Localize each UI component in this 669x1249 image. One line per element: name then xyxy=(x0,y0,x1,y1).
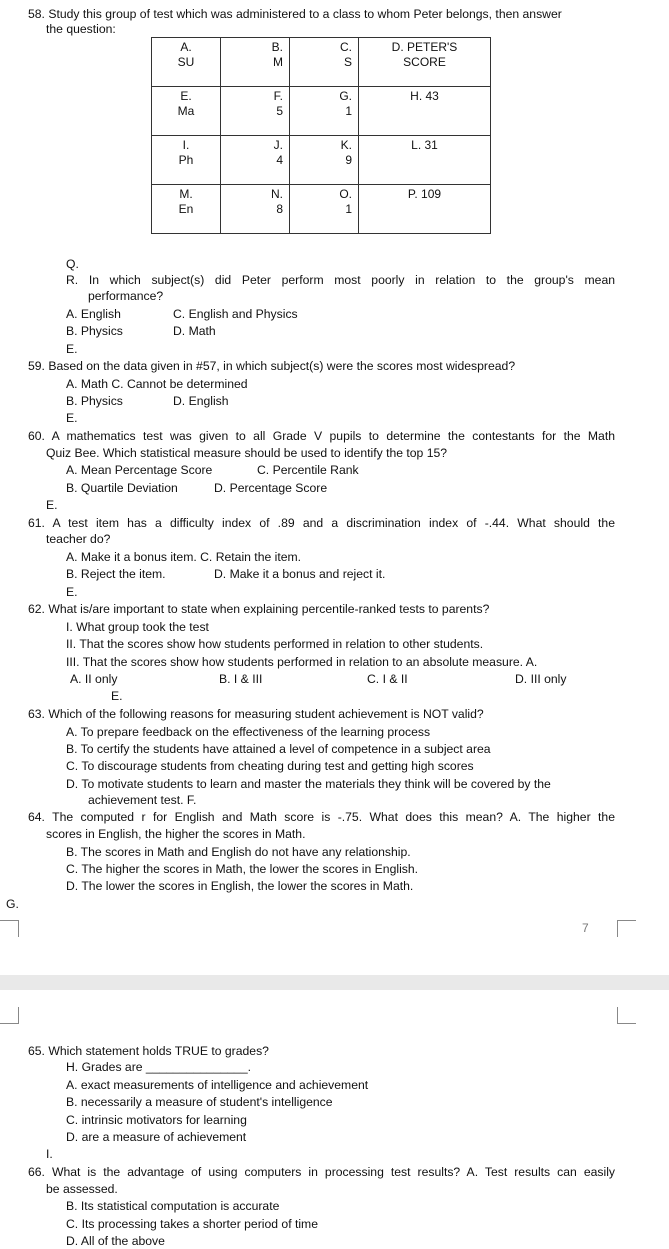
q60-line1: 60. A mathematics test was given to all Grade V pupils to determine the contestants for the Math xyxy=(28,429,615,443)
q62-option-b: B. I & III xyxy=(219,672,263,686)
q65-text: 65. Which statement holds TRUE to grades? xyxy=(28,1044,269,1058)
q58-option-e: E. xyxy=(66,342,78,356)
q61-option-e: E. xyxy=(66,585,78,599)
table-cell: E. Ma xyxy=(152,87,221,136)
q64-option-b: B. The scores in Math and English do not have any relationship. xyxy=(66,845,411,859)
q65-option-b: B. necessarily a measure of student's intelligence xyxy=(66,1095,333,1109)
table-cell: A. SU xyxy=(152,38,221,87)
table-cell: B. M xyxy=(221,38,290,87)
q63-option-a: A. To prepare feedback on the effectiveness of the learning process xyxy=(66,725,431,739)
q62-option-c: C. I & II xyxy=(367,672,408,686)
table-cell: G. 1 xyxy=(290,87,359,136)
q62-item-ii: II. That the scores show how students performed in relation to other students. xyxy=(66,637,484,651)
q65-option-c: C. intrinsic motivators for learning xyxy=(66,1113,247,1127)
q66-option-c: C. Its processing takes a shorter period of time xyxy=(66,1217,318,1231)
q59-text: 59. Based on the data given in #57, in which subject(s) were the scores most widespread? xyxy=(28,359,516,373)
q62-option-e: E. xyxy=(111,689,123,703)
q65-option-i: I. xyxy=(46,1147,53,1161)
table-cell: I. Ph xyxy=(152,136,221,185)
q62-option-d: D. III only xyxy=(515,672,567,686)
table-cell: L. 31 xyxy=(359,136,491,185)
q62-item-i: I. What group took the test xyxy=(66,620,209,634)
table-cell: J. 4 xyxy=(221,136,290,185)
crop-mark xyxy=(617,1007,636,1024)
q66-line2: be assessed. xyxy=(46,1182,118,1196)
q59-option-b: B. Physics xyxy=(66,394,123,408)
crop-mark xyxy=(0,1007,19,1024)
q60-option-e: E. xyxy=(46,498,58,512)
q58-r-line1: R. In which subject(s) did Peter perform most poorly in relation to the group's mean xyxy=(66,273,615,287)
q61-line1: 61. A test item has a difficulty index of .89 and a discrimination index of -.44. What should the xyxy=(28,516,615,530)
q60-option-a: A. Mean Percentage Score xyxy=(66,463,213,477)
table-row xyxy=(152,185,491,234)
table-cell: M. En xyxy=(152,185,221,234)
table-cell: F. 5 xyxy=(221,87,290,136)
q63-option-b: B. To certify the students have attained a level of competence in a subject area xyxy=(66,742,491,756)
crop-mark xyxy=(617,920,636,937)
q64-option-c: C. The higher the scores in Math, the lower the scores in English. xyxy=(66,862,419,876)
q58-line1: 58. Study this group of test which was administered to a class to whom Peter belongs, then answer xyxy=(28,7,562,21)
q64-line1: 64. The computed r for English and Math score is -.75. What does this mean? A. The higher the xyxy=(28,810,615,824)
table-cell: C. S xyxy=(290,38,359,87)
q60-option-b: B. Quartile Deviation xyxy=(66,481,178,495)
q65-option-a: A. exact measurements of intelligence and achievement xyxy=(66,1078,369,1092)
q66-line1: 66. What is the advantage of using computers in processing test results? A. Test results can easily xyxy=(28,1165,615,1179)
table-cell: K. 9 xyxy=(290,136,359,185)
q64-option-d: D. The lower the scores in English, the lower the scores in Math. xyxy=(66,879,414,893)
q60-option-c: C. Percentile Rank xyxy=(257,463,359,477)
q65-option-d: D. are a measure of achievement xyxy=(66,1130,247,1144)
q58-option-d: D. Math xyxy=(173,324,216,338)
table-cell: D. PETER'S SCORE xyxy=(359,38,491,87)
table-cell: O. 1 xyxy=(290,185,359,234)
q62-option-a: A. II only xyxy=(70,672,118,686)
q58-r-line2: performance? xyxy=(88,289,164,303)
q61-line2: teacher do? xyxy=(46,532,111,546)
q63-text: 63. Which of the following reasons for measuring student achievement is NOT valid? xyxy=(28,707,484,721)
q59-option-d: D. English xyxy=(173,394,229,408)
score-table xyxy=(151,37,491,234)
table-row xyxy=(152,136,491,185)
q65-item-h: H. Grades are _______________. xyxy=(66,1060,251,1074)
q61-option-d: D. Make it a bonus and reject it. xyxy=(214,567,386,581)
q63-option-d: D. To motivate students to learn and master the materials they think will be covered by the xyxy=(66,777,551,791)
page-number: 7 xyxy=(582,921,589,935)
q63-option-d-cont: achievement test. F. xyxy=(88,793,197,807)
q66-option-d: D. All of the above xyxy=(66,1234,165,1248)
q61-option-ac: A. Make it a bonus item. C. Retain the item. xyxy=(66,550,302,564)
q64-line2: scores in English, the higher the scores in Math. xyxy=(46,827,306,841)
page-8 xyxy=(0,990,669,1249)
q60-option-d: D. Percentage Score xyxy=(214,481,328,495)
table-cell: P. 109 xyxy=(359,185,491,234)
q61-option-b: B. Reject the item. xyxy=(66,567,166,581)
q63-option-c: C. To discourage students from cheating during test and getting high scores xyxy=(66,759,474,773)
q60-line2: Quiz Bee. Which statistical measure should be used to identify the top 15? xyxy=(46,446,448,460)
q59-option-e: E. xyxy=(66,411,78,425)
q58-option-a: A. English xyxy=(66,307,121,321)
q64-option-g: G. xyxy=(6,897,19,911)
q59-option-ac: A. Math C. Cannot be determined xyxy=(66,377,248,391)
table-cell: N. 8 xyxy=(221,185,290,234)
table-cell: H. 43 xyxy=(359,87,491,136)
table-row xyxy=(152,87,491,136)
q58-q-label: Q. xyxy=(66,257,79,271)
q58-option-c: C. English and Physics xyxy=(173,307,298,321)
q62-text: 62. What is/are important to state when explaining percentile-ranked tests to parents? xyxy=(28,602,490,616)
table-header-row xyxy=(152,38,491,87)
q66-option-b: B. Its statistical computation is accurate xyxy=(66,1199,280,1213)
crop-mark xyxy=(0,920,19,937)
q62-item-iii: III. That the scores show how students performed in relation to an absolute measure. A. xyxy=(66,655,538,669)
q58-option-b: B. Physics xyxy=(66,324,123,338)
q58-line2: the question: xyxy=(46,22,116,36)
